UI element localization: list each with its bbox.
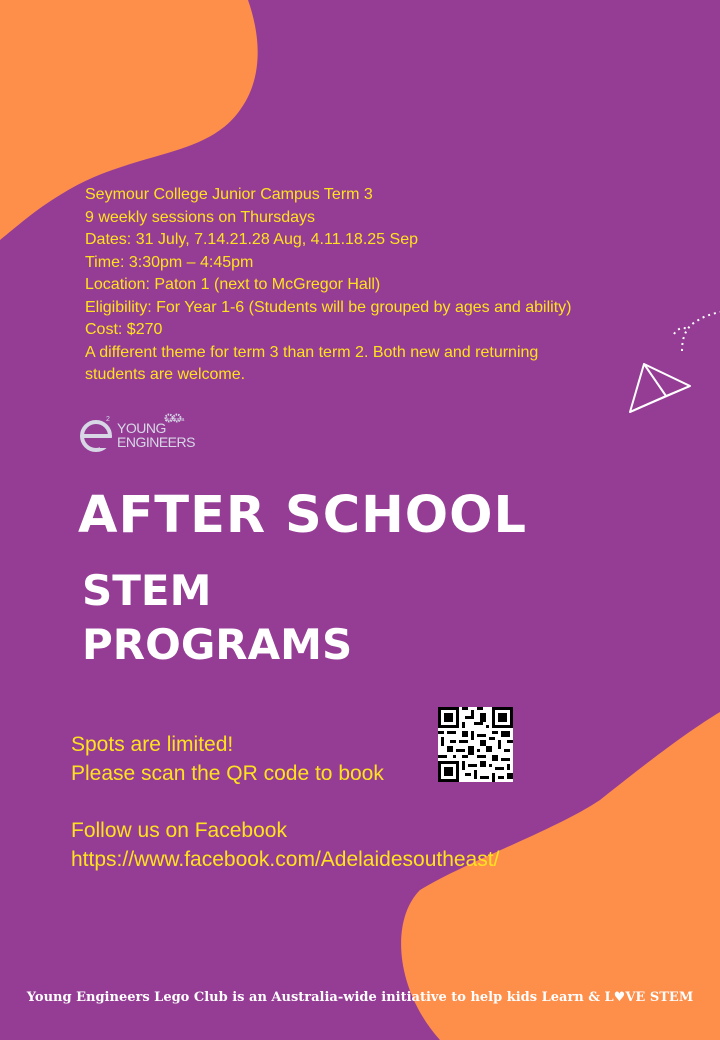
logo-text-young: YOUNG — [117, 420, 166, 436]
scan-qr-text: Please scan the QR code to book — [71, 762, 384, 785]
paper-plane-icon — [622, 306, 720, 416]
headline-after-school: AFTER SCHOOL — [78, 486, 528, 545]
headline-programs: PROGRAMS — [82, 620, 353, 669]
svg-text:2: 2 — [106, 416, 110, 423]
info-line: Seymour College Junior Campus Term 3 — [85, 186, 373, 203]
logo-e-icon — [80, 414, 114, 456]
gear-icon — [164, 412, 188, 424]
headline-stem: STEM — [82, 566, 212, 615]
facebook-callout — [71, 816, 499, 874]
info-line: Eligibility: For Year 1-6 (Students will be grouped by ages and ability) — [85, 298, 572, 316]
info-line: Cost: $270 — [85, 321, 163, 338]
footer-tagline: Young Engineers Lego Club is an Australia-wide initiative to help kids Learn & L♥VE STEM — [26, 990, 694, 1005]
info-line: A different theme for term 3 than term 2. Both new and returning — [85, 343, 539, 361]
info-line: students are welcome. — [85, 366, 246, 383]
info-line: 9 weekly sessions on Thursdays — [85, 208, 316, 226]
spots-limited-text: Spots are limited! — [71, 733, 234, 756]
follow-facebook-text: Follow us on Facebook — [71, 819, 287, 842]
info-line: Time: 3:30pm – 4:45pm — [85, 253, 254, 271]
logo-text-australia: Australia — [165, 417, 185, 423]
info-line: Dates: 31 July, 7.14.21.28 Aug, 4.11.18.25 Sep — [85, 231, 418, 248]
booking-callout — [71, 730, 384, 788]
program-info — [85, 184, 685, 387]
info-line: Location: Paton 1 (next to McGregor Hall) — [85, 276, 381, 293]
qr-code-icon[interactable] — [438, 707, 513, 782]
logo-text-engineers: ENGINEERS — [117, 434, 195, 450]
facebook-link[interactable]: https://www.facebook.com/Adelaidesoutheast/ — [71, 848, 500, 871]
young-engineers-logo — [80, 414, 200, 458]
